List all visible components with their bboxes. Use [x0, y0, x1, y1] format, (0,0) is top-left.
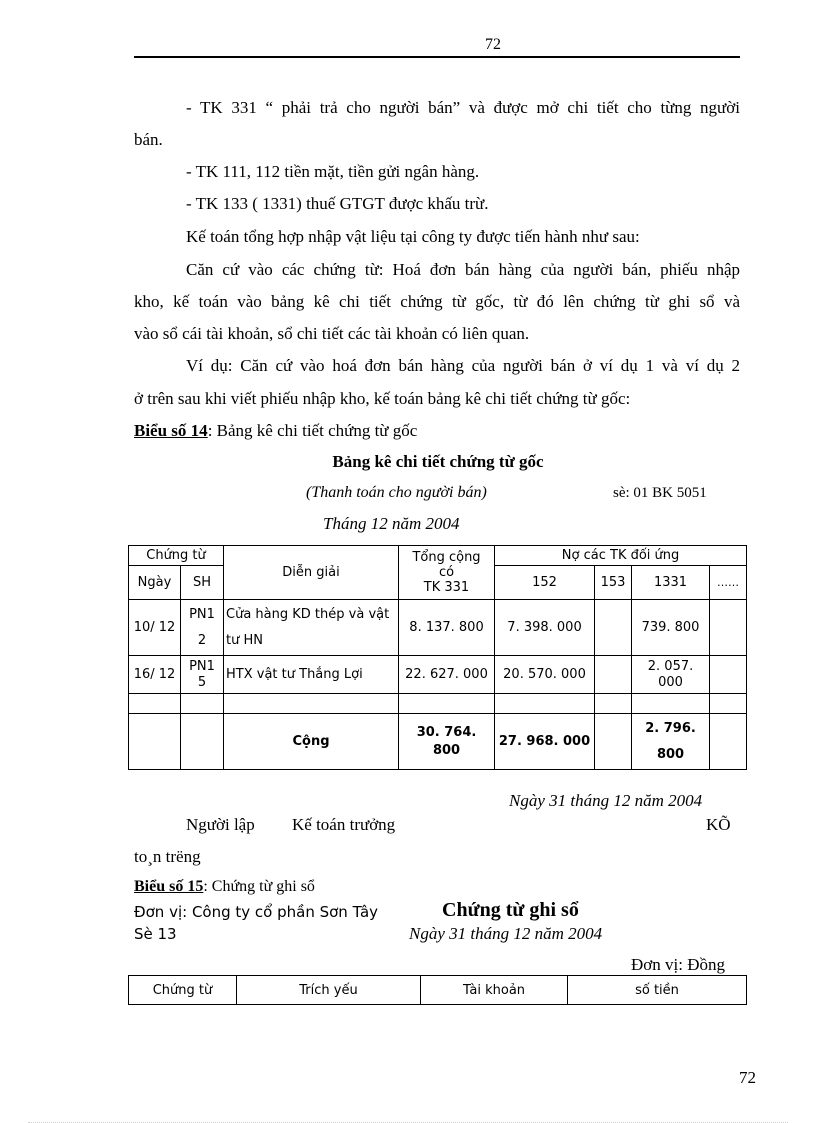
- cell-152: 20. 570. 000: [495, 656, 595, 694]
- bieu-14-subtitle: (Thanh toán cho người bán): [306, 484, 487, 501]
- bang-ke-table: [128, 545, 747, 770]
- header-sh: SH: [181, 566, 224, 600]
- cell-tong: 22. 627. 000: [399, 656, 495, 694]
- cell-sh-line-2: 5: [197, 674, 207, 690]
- total-empty-ngay: [129, 714, 181, 770]
- cell-ngay: 16/ 12: [129, 656, 181, 694]
- bieu-15-heading: [134, 878, 315, 896]
- cell-other: [710, 600, 747, 656]
- cell-dien-giai: [224, 600, 399, 656]
- table-header-row-1: [129, 546, 747, 566]
- cell-sh: [181, 656, 224, 694]
- cell-1331: [632, 656, 710, 694]
- bieu-15-title: Chứng từ ghi sổ: [442, 899, 579, 921]
- signature-ko: KÕ: [706, 815, 731, 834]
- paragraph-intro: Kế toán tổng hợp nhập vật liệu tại công ty được tiến hành như sau:: [186, 227, 640, 246]
- signature-nguoi-lap: Người lập: [186, 815, 255, 834]
- bieu-15-label: Biểu số 15: [134, 878, 204, 895]
- bieu-14-heading: [134, 421, 417, 441]
- total-152: 27. 968. 000: [495, 714, 595, 770]
- bieu-14-code: sè: 01 BK 5051: [613, 485, 707, 501]
- header-dien-giai: Diễn giải: [224, 546, 399, 600]
- total-label: Cộng: [224, 714, 399, 770]
- bieu-14-label: Biểu số 14: [134, 421, 208, 440]
- cell-153: [595, 656, 632, 694]
- ct-header-chung-tu: Chứng từ: [129, 976, 237, 1005]
- cell-sh: [181, 600, 224, 656]
- paragraph-tk331: - TK 331 “ phải trả cho người bán” và được mở chi tiết cho từng người: [186, 98, 740, 117]
- header-tong-cong: [399, 546, 495, 600]
- paragraph-vi-du-2: ở trên sau khi viết phiếu nhập kho, kế toán bảng kê chi tiết chứng từ gốc:: [134, 389, 631, 408]
- bieu-15-unit: Đơn vị: Công ty cổ phần Sơn Tây: [134, 903, 379, 921]
- cell-other: [710, 656, 747, 694]
- cell-sh-line-1: PN1: [189, 606, 215, 622]
- total-empty-sh: [181, 714, 224, 770]
- cell-dien-giai-line-1: Cửa hàng KD thép và vật: [226, 606, 390, 622]
- paragraph-can-cu-3: vào sổ cái tài khoản, sổ chi tiết các tài khoản có liên quan.: [134, 324, 530, 343]
- header-chung-tu: Chứng từ: [129, 546, 224, 566]
- total-153: [595, 714, 632, 770]
- bieu-15-currency: Đơn vị: Đồng: [631, 955, 725, 974]
- table-row: [129, 600, 747, 656]
- signature-cont: to¸n trëng: [134, 847, 201, 866]
- total-other: [710, 714, 747, 770]
- cell-dien-giai-line-2: tư HN: [226, 632, 263, 648]
- paragraph-tk133: - TK 133 ( 1331) thuế GTGT được khấu trừ.: [186, 194, 489, 213]
- cell-sh-line-1: PN1: [189, 658, 215, 674]
- total-1331-line-1: 2. 796.: [645, 720, 696, 736]
- chung-tu-ghi-so-table: [128, 975, 747, 1005]
- footer-page-number: 72: [739, 1068, 756, 1087]
- header-tong-cong-line-2: có: [438, 565, 455, 580]
- table-total-row: [129, 714, 747, 770]
- ct-header-trich-yeu: Trích yếu: [237, 976, 421, 1005]
- bieu-14-date: Ngày 31 tháng 12 năm 2004: [509, 791, 703, 810]
- cell-152: 7. 398. 000: [495, 600, 595, 656]
- header-no-tk: Nợ các TK đối ứng: [495, 546, 747, 566]
- header-tong-cong-line-1: Tổng cộng: [412, 550, 481, 565]
- paragraph-tk111: - TK 111, 112 tiền mặt, tiền gửi ngân hàng.: [186, 162, 480, 181]
- cell-1331-line-2: 000: [658, 674, 683, 690]
- ct-header-tai-khoan: Tài khoản: [421, 976, 568, 1005]
- total-1331: [632, 714, 710, 770]
- cell-tong: 8. 137. 800: [399, 600, 495, 656]
- cell-ngay: 10/ 12: [129, 600, 181, 656]
- cell-1331: 739. 800: [632, 600, 710, 656]
- bieu-15-date: Ngày 31 tháng 12 năm 2004: [409, 924, 603, 943]
- header-page-number: 72: [485, 36, 501, 53]
- total-1331-line-2: 800: [656, 746, 685, 762]
- signature-ke-toan-truong: Kế toán trưởng: [292, 815, 396, 834]
- header-dots: ……: [710, 566, 747, 600]
- ct-header-so-tien: số tiền: [568, 976, 747, 1005]
- bieu-14-period: Tháng 12 năm 2004: [323, 514, 460, 533]
- cell-153: [595, 600, 632, 656]
- paragraph-vi-du-1: Ví dụ: Căn cứ vào hoá đơn bán hàng của người bán ở ví dụ 1 và ví dụ 2: [186, 356, 740, 375]
- paragraph-tk331-cont: bán.: [134, 130, 163, 149]
- bieu-15-caption: : Chứng từ ghi sổ: [203, 878, 315, 895]
- bieu-15-number: Sè 13: [134, 925, 177, 943]
- cell-dien-giai: HTX vật tư Thắng Lợi: [224, 656, 399, 694]
- header-153: 153: [595, 566, 632, 600]
- paragraph-can-cu-1: Căn cứ vào các chứng từ: Hoá đơn bán hàng của người bán, phiếu nhập: [186, 260, 740, 279]
- ct-header-row: [129, 976, 747, 1005]
- paragraph-can-cu-2: kho, kế toán vào bảng kê chi tiết chứng từ gốc, từ đó lên chứng từ ghi sổ và: [134, 292, 740, 311]
- header-152: 152: [495, 566, 595, 600]
- table-row-empty: [129, 694, 747, 714]
- header-1331: 1331: [632, 566, 710, 600]
- bieu-14-caption: : Bảng kê chi tiết chứng từ gốc: [207, 421, 418, 440]
- header-tong-cong-line-3: TK 331: [423, 580, 470, 595]
- bieu-14-title: Bảng kê chi tiết chứng từ gốc: [332, 452, 544, 471]
- cell-sh-line-2: 2: [197, 632, 207, 648]
- header-rule: [134, 56, 740, 58]
- cell-1331-line-1: 2. 057.: [647, 658, 694, 674]
- total-tong: 30. 764. 800: [399, 714, 495, 770]
- header-ngay: Ngày: [129, 566, 181, 600]
- table-row: [129, 656, 747, 694]
